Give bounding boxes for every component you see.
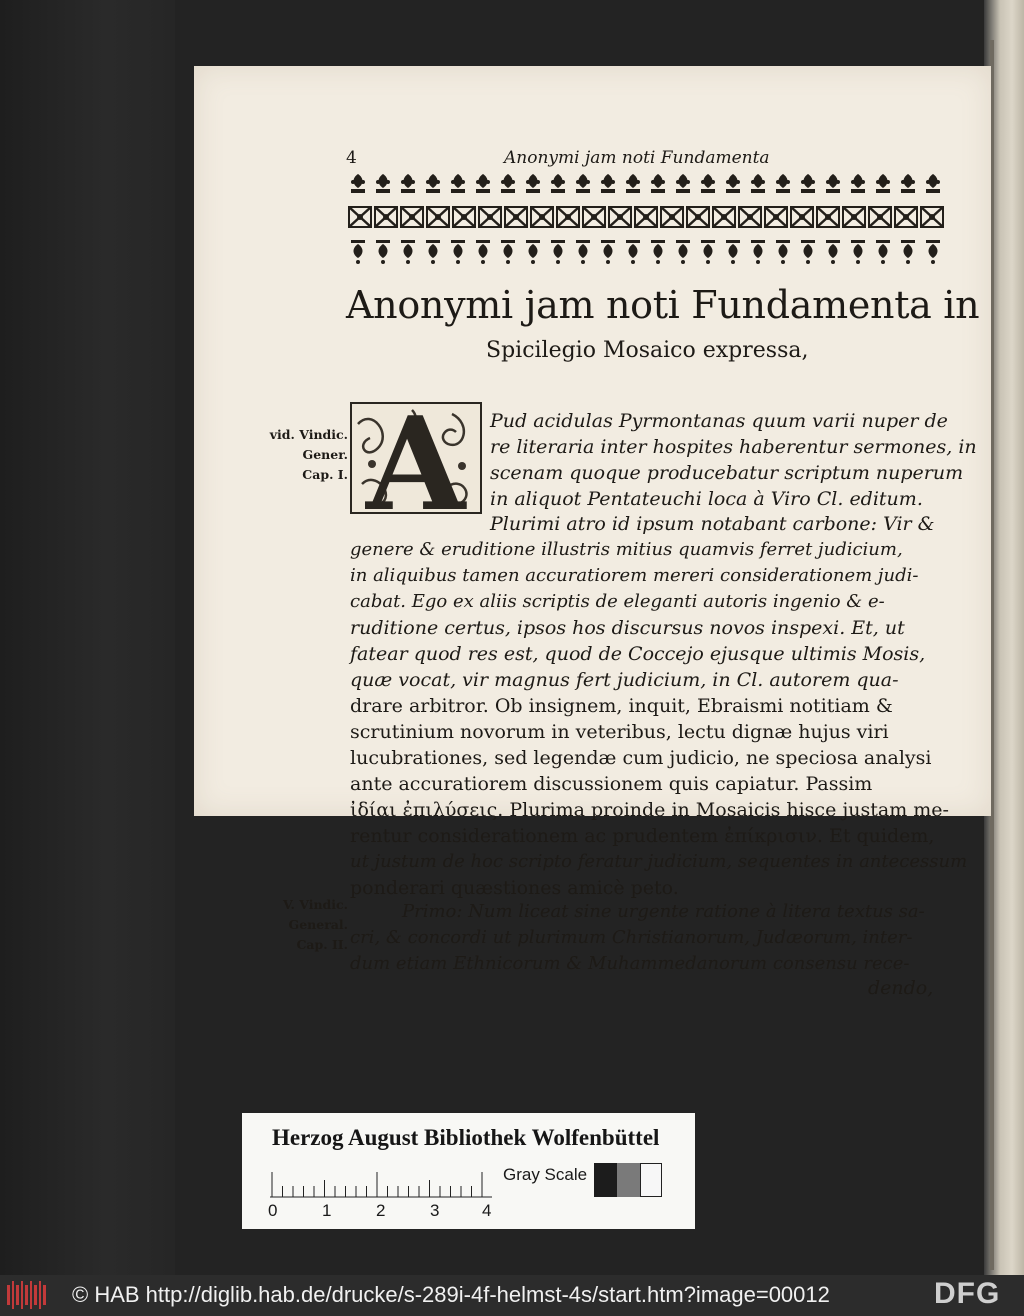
text-line: dum etiam Ethnicorum & Muhammedanorum consensu rece- [350, 953, 910, 974]
grayscale-swatch [594, 1163, 617, 1197]
scanner-background-left [0, 0, 175, 1275]
text-line: Plurimi atro id ipsum notabant carbone: Vir & [490, 513, 935, 535]
text-line: ἰδίαι ἐπιλύσεις. Plurima proinde in Mosaicis hisce justam me- [350, 799, 949, 821]
page-number: 4 [346, 148, 357, 168]
text-line: ruditione certus, ipsos hos discursus novos inspexi. Et, ut [350, 617, 905, 639]
text-line: re literaria inter hospites haberentur sermones, in [490, 436, 977, 458]
text-line: Primo: Num liceat sine urgente ratione à litera textus sa- [402, 901, 925, 922]
margin-note-line: Gener. [302, 447, 348, 462]
text-line: cabat. Ego ex aliis scriptis de eleganti autoris ingenio & e- [350, 591, 885, 612]
drop-cap [350, 402, 482, 514]
running-head: Anonymi jam noti Fundamenta [504, 148, 770, 168]
text-line: cri, & concordi ut plurimum Christianorum, Judæorum, inter- [350, 927, 913, 948]
ruler-number: 4 [482, 1201, 492, 1220]
ruler-number: 3 [430, 1201, 440, 1220]
dfg-logo: DFG [934, 1277, 1001, 1310]
text-line: in aliquot Pentateuchi loca à Viro Cl. editum. [490, 488, 923, 510]
source-url-link[interactable]: © HAB http://diglib.hab.de/drucke/s-289i-4f-helmst-4s/start.htm?image=00012 [72, 1282, 830, 1307]
text-line: ut justum de hoc scripto feratur judicium, sequentes in antecessum [350, 851, 968, 872]
text-line: fatear quod res est, quod de Coccejo ejusque ultimis Mosis, [350, 643, 926, 665]
margin-note-line: General. [288, 917, 348, 932]
ruler-number: 2 [376, 1201, 386, 1220]
text-line: lucubrationes, sed legendæ cum judicio, ne speciosa analysi [350, 747, 932, 769]
margin-note-line: vid. Vindic. [269, 427, 348, 442]
margin-note-2 [256, 895, 348, 955]
text-line: Pud acidulas Pyrmontanas quum varii nuper de [490, 410, 948, 432]
grayscale-swatch [617, 1163, 640, 1197]
text-line: genere & eruditione illustris mitius quamvis ferret judicium, [350, 539, 903, 560]
ruler-number: 1 [322, 1201, 332, 1220]
chapter-subtitle: Spicilegio Mosaico expressa, [486, 338, 809, 363]
text-line: scenam quoque producebatur scriptum nuperum [490, 462, 964, 484]
ruler-icon [270, 1168, 492, 1198]
grayscale-swatch [640, 1163, 662, 1197]
margin-note-line: Cap. I. [302, 467, 348, 482]
ornament-band-icon [348, 168, 948, 268]
text-line: scrutinium novorum in veteribus, lectu dignæ hujus viri [350, 721, 889, 743]
text-line: in aliquibus tamen accuratiorem mereri considerationem judi- [350, 565, 919, 586]
text-line: drare arbitror. Ob insignem, inquit, Ebraismi notitiam & [350, 695, 893, 717]
margin-note-line: Cap. II. [296, 937, 348, 952]
drop-cap-letter: A [366, 402, 466, 514]
barcode-icon [7, 1281, 47, 1309]
text-line: ante accuratiorem discussionem quis capiatur. Passim [350, 773, 873, 795]
margin-note-line: V. Vindic. [283, 897, 348, 912]
ruler-number: 0 [268, 1201, 278, 1220]
library-name: Herzog August Bibliothek Wolfenbüttel [272, 1125, 660, 1150]
catchword: dendo, [868, 977, 934, 999]
margin-note-1 [256, 425, 348, 485]
text-line: quæ vocat, vir magnus fert judicium, in Cl. autorem qua- [350, 669, 899, 691]
text-line: ponderari quæstiones amicè peto. [350, 877, 679, 899]
text-line: rentur considerationem ac prudentem ἐπίκρισιν. Et quidem, [350, 825, 935, 847]
grayscale-label: Gray Scale [503, 1165, 588, 1184]
chapter-title: Anonymi jam noti Fundamenta in [346, 283, 980, 327]
